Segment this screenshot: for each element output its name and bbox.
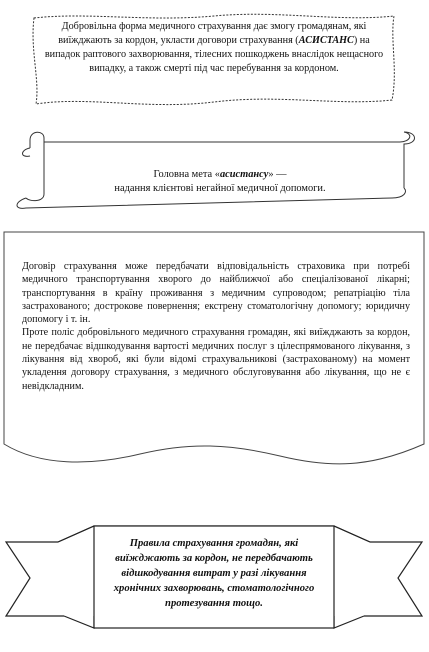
goal-text-prefix: Головна мета « (153, 169, 220, 180)
intro-text (42, 20, 386, 76)
intro-text-part1: Добровільна форма медичного страхування дає змогу громадянам, які виїжджають за кордон, укласти договори страхування ( (58, 21, 367, 46)
assistance-word: асистансу (219, 169, 269, 180)
rules-text: Правила страхування громадян, які виїжджають за кордон, не передбачають відшкодування витрат у разі лікування хронічних захворювань, стоматологічного протезування тощо. (113, 538, 315, 609)
assistance-term: АСИСТАНС (298, 35, 354, 46)
contract-document-box (0, 230, 429, 475)
contract-paragraph-2: Проте поліс добровільного медичного страхування громадян, які виїжджають за кордон, не передбачає відшкодування вартості медичних послуг з цілеспрямованого лікування, з лікування від хвороб, які були відомі страхувальникові (застрахованому) на момент укладення договору страхування, з медичного обслуговування або лікування, що не є невідкладним. (22, 327, 410, 392)
goal-text-line2: надання клієнтові негайної медичної допомоги. (114, 183, 326, 194)
rules-ribbon-banner (0, 516, 429, 644)
goal-text (95, 168, 345, 196)
intro-text-part2: ) на випадок раптового захворювання, тілесних пошкоджень внаслідок нещасного випадку, а також смерті під час перебування за кордоном. (44, 35, 384, 74)
intro-wavy-box (28, 10, 400, 110)
contract-paragraph-1: Договір страхування може передбачати відповідальність страховика при потребі медичного транспортування хворого до найближчої або спеціалізованої лікарні; транспортування в країну проживання з медичним супроводом; репатріацію тіла застрахованого; дострокове повернення; екстрену стоматологічну допомогу; юридичну допомогу і т. ін. (22, 261, 410, 326)
goal-text-suffix: » — (268, 169, 287, 180)
goal-scroll-banner (0, 128, 429, 210)
contract-text (22, 260, 410, 393)
